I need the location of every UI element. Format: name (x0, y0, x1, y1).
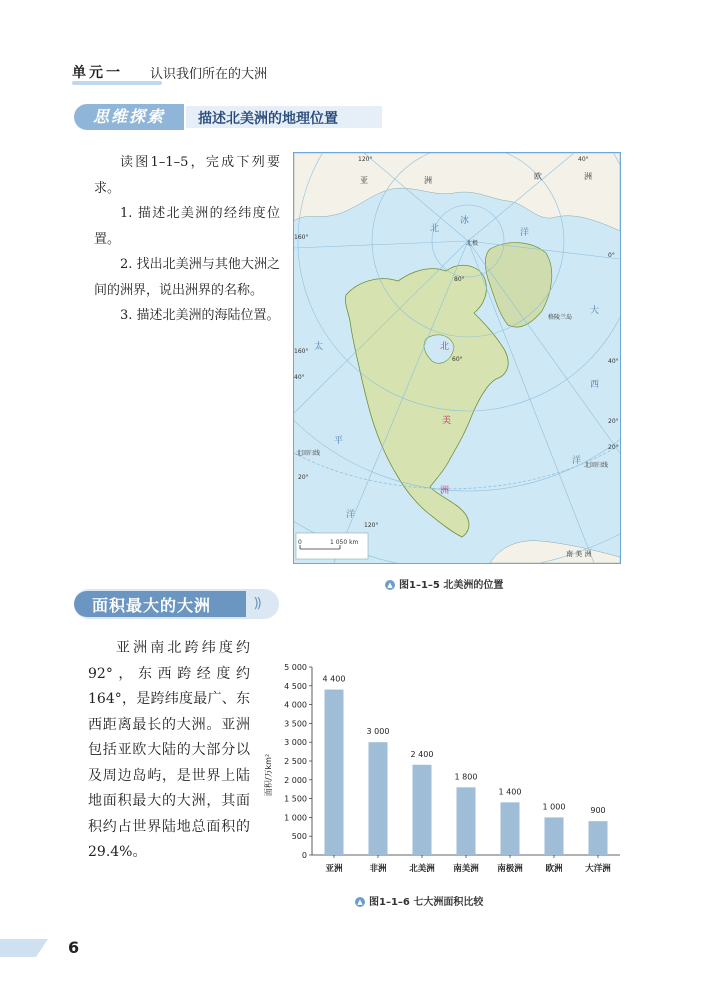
section-decoration-icon: ⸩ (254, 595, 262, 611)
chart-y-tick-label: 5 000 (284, 663, 307, 672)
chart-data-label: 3 000 (366, 727, 390, 737)
chart-ylabel: 面积/万km² (264, 753, 273, 797)
label-pacific-2: 平 (334, 436, 344, 446)
section-banner (74, 589, 279, 619)
chart-data-label: 1 400 (498, 787, 522, 797)
label-lon-160-l: 160° (294, 348, 309, 355)
caption-triangle-icon: ▲ (355, 897, 365, 907)
label-atlantic-1: 大 (590, 306, 600, 316)
chart-category-label: 南美洲 (453, 864, 479, 874)
label-tropic-right: 北回归线 (584, 462, 609, 469)
label-lat-80: 80° (454, 276, 465, 283)
chart-bar (545, 817, 564, 855)
chart-category-label: 北美洲 (409, 864, 435, 874)
chart-category-label: 南极洲 (497, 864, 523, 874)
continent-area-chart (258, 655, 628, 885)
label-lon-40-top: 40° (578, 156, 589, 163)
label-lon-120-top: 120° (358, 156, 373, 163)
chart-caption-text: 图1–1–6 七大洲面积比较 (369, 897, 484, 908)
map-caption (385, 576, 503, 591)
footer-bar (0, 939, 48, 957)
label-arctic-1: 北 (430, 224, 440, 234)
chart-data-label: 2 400 (410, 749, 434, 759)
chart-data-label: 900 (590, 806, 606, 816)
chart-category-label: 大洋洲 (585, 864, 611, 874)
chart-bar (369, 742, 388, 855)
section-title: 面积最大的大洲 (92, 596, 212, 615)
chart-bar (589, 821, 608, 855)
chart-y-tick-label: 4 500 (284, 681, 307, 691)
label-na-2: 美 (442, 416, 452, 426)
label-tropic-left: 北回归线 (296, 450, 321, 457)
unit-label: 单元一 (72, 65, 123, 81)
label-lat-20-r: 20° (608, 444, 619, 451)
map-caption-text: 图1–1–5 北美洲的位置 (399, 580, 504, 591)
chart-bar (325, 690, 344, 855)
label-atlantic-3: 洋 (572, 456, 582, 466)
unit-header (72, 62, 332, 84)
label-south-america: 南 美 洲 (566, 550, 592, 558)
label-pacific-1: 太 (314, 342, 324, 352)
label-na-1: 北 (440, 342, 450, 352)
south-america-land (490, 541, 620, 563)
label-lon-160: 160° (294, 234, 309, 241)
label-pacific-3: 洋 (346, 510, 356, 520)
chart-svg (258, 655, 628, 885)
task-intro: 读图1–1–5，完成下列要求。 (94, 155, 280, 196)
chart-caption (355, 893, 483, 908)
asia-paragraph-text: 亚洲南北跨纬度约92°，东西跨经度约164°，是跨纬度最广、东西距离最长的大洲。亚洲包括亚欧大陆的大部分以及周边岛屿，是世界上陆地面积最大的大洲，其面积约占世界陆地总面积的29.4%。 (88, 640, 250, 860)
label-lon-20-r: 20° (608, 418, 619, 425)
chart-data-label: 1 000 (542, 802, 566, 812)
thinking-tag: 思维探索 (74, 104, 184, 130)
tropic-line (294, 445, 620, 489)
task-item-1: 1. 描述北美洲的经纬度位置。 (94, 206, 280, 247)
chart-y-tick-label: 2 000 (284, 775, 307, 785)
chart-bar (457, 787, 476, 855)
label-lat-60: 60° (452, 356, 463, 363)
chart-y-tick-label: 4 000 (284, 700, 307, 710)
map-scale (296, 533, 368, 559)
task-block (94, 150, 280, 329)
chart-y-tick-label: 3 000 (284, 738, 307, 748)
chart-bar (501, 802, 520, 855)
label-lon-120-bot: 120° (364, 522, 379, 529)
thinking-title: 描述北美洲的地理位置 (198, 111, 338, 127)
label-na-3: 洲 (440, 486, 450, 496)
label-lat-40: 40° (608, 358, 619, 365)
scale-value: 1 050 km (330, 539, 359, 546)
chart-bar (413, 765, 432, 855)
unit-title: 认识我们所在的大洲 (150, 67, 268, 82)
label-asia-2: 洲 (424, 176, 432, 185)
thinking-banner (74, 104, 384, 130)
chart-y-tick-label: 1 000 (284, 813, 307, 823)
chart-y-tick-label: 1 500 (284, 794, 307, 804)
chart-y-tick-label: 3 500 (284, 719, 307, 729)
north-america-land (345, 265, 508, 537)
eurasia-land (294, 153, 620, 231)
asia-paragraph (88, 636, 250, 866)
label-lat-20: 20° (298, 474, 309, 481)
task-item-3: 3. 描述北美洲的海陆位置。 (120, 308, 280, 323)
task-item-2: 2. 找出北美洲与其他大洲之间的洲界，说出洲界的名称。 (94, 257, 280, 298)
label-arctic-2: 冰 (460, 216, 470, 226)
chart-category-label: 欧洲 (545, 864, 563, 874)
chart-data-label: 4 400 (322, 674, 346, 684)
label-north-pole: 北极 (466, 240, 479, 247)
page-number: 6 (68, 938, 80, 957)
chart-y-tick-label: 2 500 (284, 757, 307, 766)
label-europe-2: 洲 (584, 172, 592, 181)
label-greenland: 格陵兰岛 (548, 314, 573, 321)
greenland-land (485, 243, 552, 327)
scale-zero: 0 (298, 539, 302, 546)
chart-data-label: 1 800 (454, 772, 478, 782)
label-arctic-3: 洋 (520, 228, 530, 238)
chart-y-tick-label: 0 (301, 851, 307, 860)
chart-y-tick-label: 500 (291, 832, 307, 842)
north-america-map (293, 152, 621, 564)
label-lon-0: 0° (608, 252, 615, 259)
chart-category-label: 亚洲 (325, 864, 343, 874)
label-asia-1: 亚 (360, 176, 368, 185)
caption-triangle-icon: ▲ (385, 580, 395, 590)
chart-category-label: 非洲 (369, 864, 387, 874)
label-europe-1: 欧 (534, 172, 542, 181)
label-atlantic-2: 西 (590, 380, 600, 390)
map-svg (294, 153, 620, 563)
label-lon-40-l: 40° (294, 374, 305, 381)
